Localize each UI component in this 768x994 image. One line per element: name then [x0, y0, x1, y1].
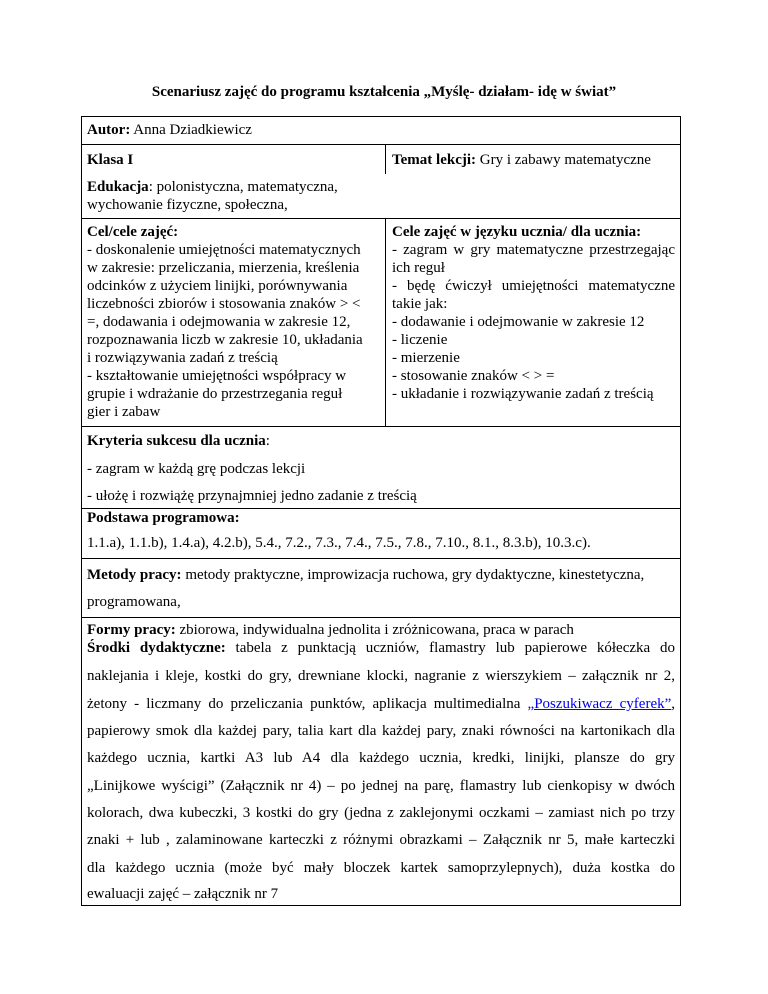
author-value: Anna Dziadkiewicz	[130, 122, 252, 138]
methods-label: Metody pracy:	[87, 567, 182, 583]
class-label: Klasa I	[87, 152, 134, 168]
divider	[81, 617, 681, 618]
column-divider	[385, 218, 386, 426]
divider	[81, 218, 681, 219]
teaching-aids-line: papierowy smok dla każdej pary, talia kart dla każdej pary, znaki równości na kartonikach dla	[87, 723, 675, 739]
student-goal-line: - zagram w gry matematyczne przestrzegając	[392, 242, 675, 258]
teaching-aids-line: naklejania i kleje, kostki do gry, drewniane klocki, nagranie z wierszykiem – załącznik nr 2,	[87, 668, 675, 684]
goal-line: - kształtowanie umiejętności współpracy w	[87, 368, 347, 384]
curriculum-value: 1.1.a), 1.1.b), 1.4.a), 4.2.b), 5.4., 7.2., 7.3., 7.4., 7.5., 7.8., 7.10., 8.1., 8.3.b), 10.3.c).	[87, 535, 591, 551]
methods-line-1: Metody pracy: metody praktyczne, improwizacja ruchowa, gry dydaktyczne, kinestetyczna,	[87, 567, 645, 583]
work-forms: Formy pracy: zbiorowa, indywidualna jednolita i zróżnicowana, praca w parach	[87, 622, 574, 638]
teaching-aids-line: Środki dydaktyczne: tabela z punktacją uczniów, flamastry lub papierowe kółeczka do	[87, 640, 675, 656]
success-criteria-label: Kryteria sukcesu dla ucznia:	[87, 433, 270, 449]
goal-line: odcinków z użyciem linijki, porównywania	[87, 278, 348, 294]
teaching-aids-line: ewaluacji zajęć – załącznik nr 7	[87, 886, 279, 902]
lesson-topic	[392, 150, 651, 170]
student-goal-line: - mierzenie	[392, 350, 460, 366]
goal-line: =, dodawania i odejmowania w zakresie 12,	[87, 314, 351, 330]
student-goal-line: - układanie i rozwiązywanie zadań z treścią	[392, 386, 654, 402]
goal-line: i rozwiązywania zadań z treścią	[87, 350, 278, 366]
goals-label: Cel/cele zajęć:	[87, 224, 179, 240]
goal-line: grupie i wdrażanie do przestrzegania reguł	[87, 386, 343, 402]
teaching-aids-line: dla każdego ucznia (może być mały bloczek kartek samoprzylepnych), duża kostka do	[87, 860, 675, 876]
teaching-aids-line: żetony - liczmany do przeliczania punktów, aplikacja multimedialna „Poszukiwacz cyferek”,	[87, 696, 676, 712]
goal-line: gier i zabaw	[87, 404, 161, 420]
criteria-item: - zagram w każdą grę podczas lekcji	[87, 461, 306, 477]
teaching-aids-label: Środki dydaktyczne:	[87, 640, 226, 656]
criteria-item: - ułożę i rozwiążę przynajmniej jedno zadanie z treścią	[87, 488, 417, 504]
student-goal-line: - będę ćwiczył umiejętności matematyczne	[392, 278, 675, 294]
student-goal-line: - stosowanie znaków < > =	[392, 368, 555, 384]
teaching-aids-line: każdego ucznia, kartki A3 lub A4 dla każdego ucznia, kredki, linijki, plansze do gry	[87, 750, 675, 766]
education-label: Edukacja	[87, 179, 149, 195]
goal-line: - doskonalenie umiejętności matematycznych	[87, 242, 361, 258]
document-title: Scenariusz zajęć do programu kształcenia „Myślę- działam- idę w świat”	[151, 84, 617, 100]
divider	[81, 426, 681, 427]
goal-line: rozpoznawania liczb w zakresie 10, układania	[87, 332, 363, 348]
author-row	[87, 120, 252, 140]
curriculum-label: Podstawa programowa:	[87, 510, 240, 526]
student-goal-line: - liczenie	[392, 332, 448, 348]
goal-line: liczebności zbiorów i stosowania znaków > <	[87, 296, 361, 312]
education-line-2: wychowanie fizyczne, społeczna,	[87, 197, 288, 213]
teaching-aids-line: znaki + lub , zalaminowane karteczki z różnymi obrazkami – Załącznik nr 5, małe karteczki	[87, 832, 675, 848]
divider	[81, 558, 681, 559]
education-line-1: Edukacja: polonistyczna, matematyczna,	[87, 179, 338, 195]
student-goals-label: Cele zajęć w języku ucznia/ dla ucznia:	[392, 224, 642, 240]
column-divider	[385, 144, 386, 174]
student-goal-line: takie jak:	[392, 296, 448, 312]
goal-line: w zakresie: przeliczania, mierzenia, kreślenia	[87, 260, 360, 276]
app-link[interactable]: „Poszukiwacz cyferek”	[527, 696, 672, 712]
divider	[81, 144, 681, 145]
teaching-aids-line: „Linijkowe wyścigi” (Załącznik nr 4) – po jednej na parę, flamastry lub cienkopisy w dwóch	[87, 778, 675, 794]
author-label: Autor:	[87, 122, 131, 138]
methods-line-2: programowana,	[87, 594, 181, 610]
student-goal-line: ich reguł	[392, 260, 445, 276]
lesson-topic-value: Gry i zabawy matematyczne	[476, 152, 651, 168]
work-forms-label: Formy pracy:	[87, 622, 176, 638]
student-goal-line: - dodawanie i odejmowanie w zakresie 12	[392, 314, 645, 330]
teaching-aids-line: kolorach, dwa kubeczki, 3 kostki do gry (jedna z zaklejonymi oczkami – zamiast nich po trzy	[87, 805, 675, 821]
lesson-topic-label: Temat lekcji:	[392, 152, 477, 168]
